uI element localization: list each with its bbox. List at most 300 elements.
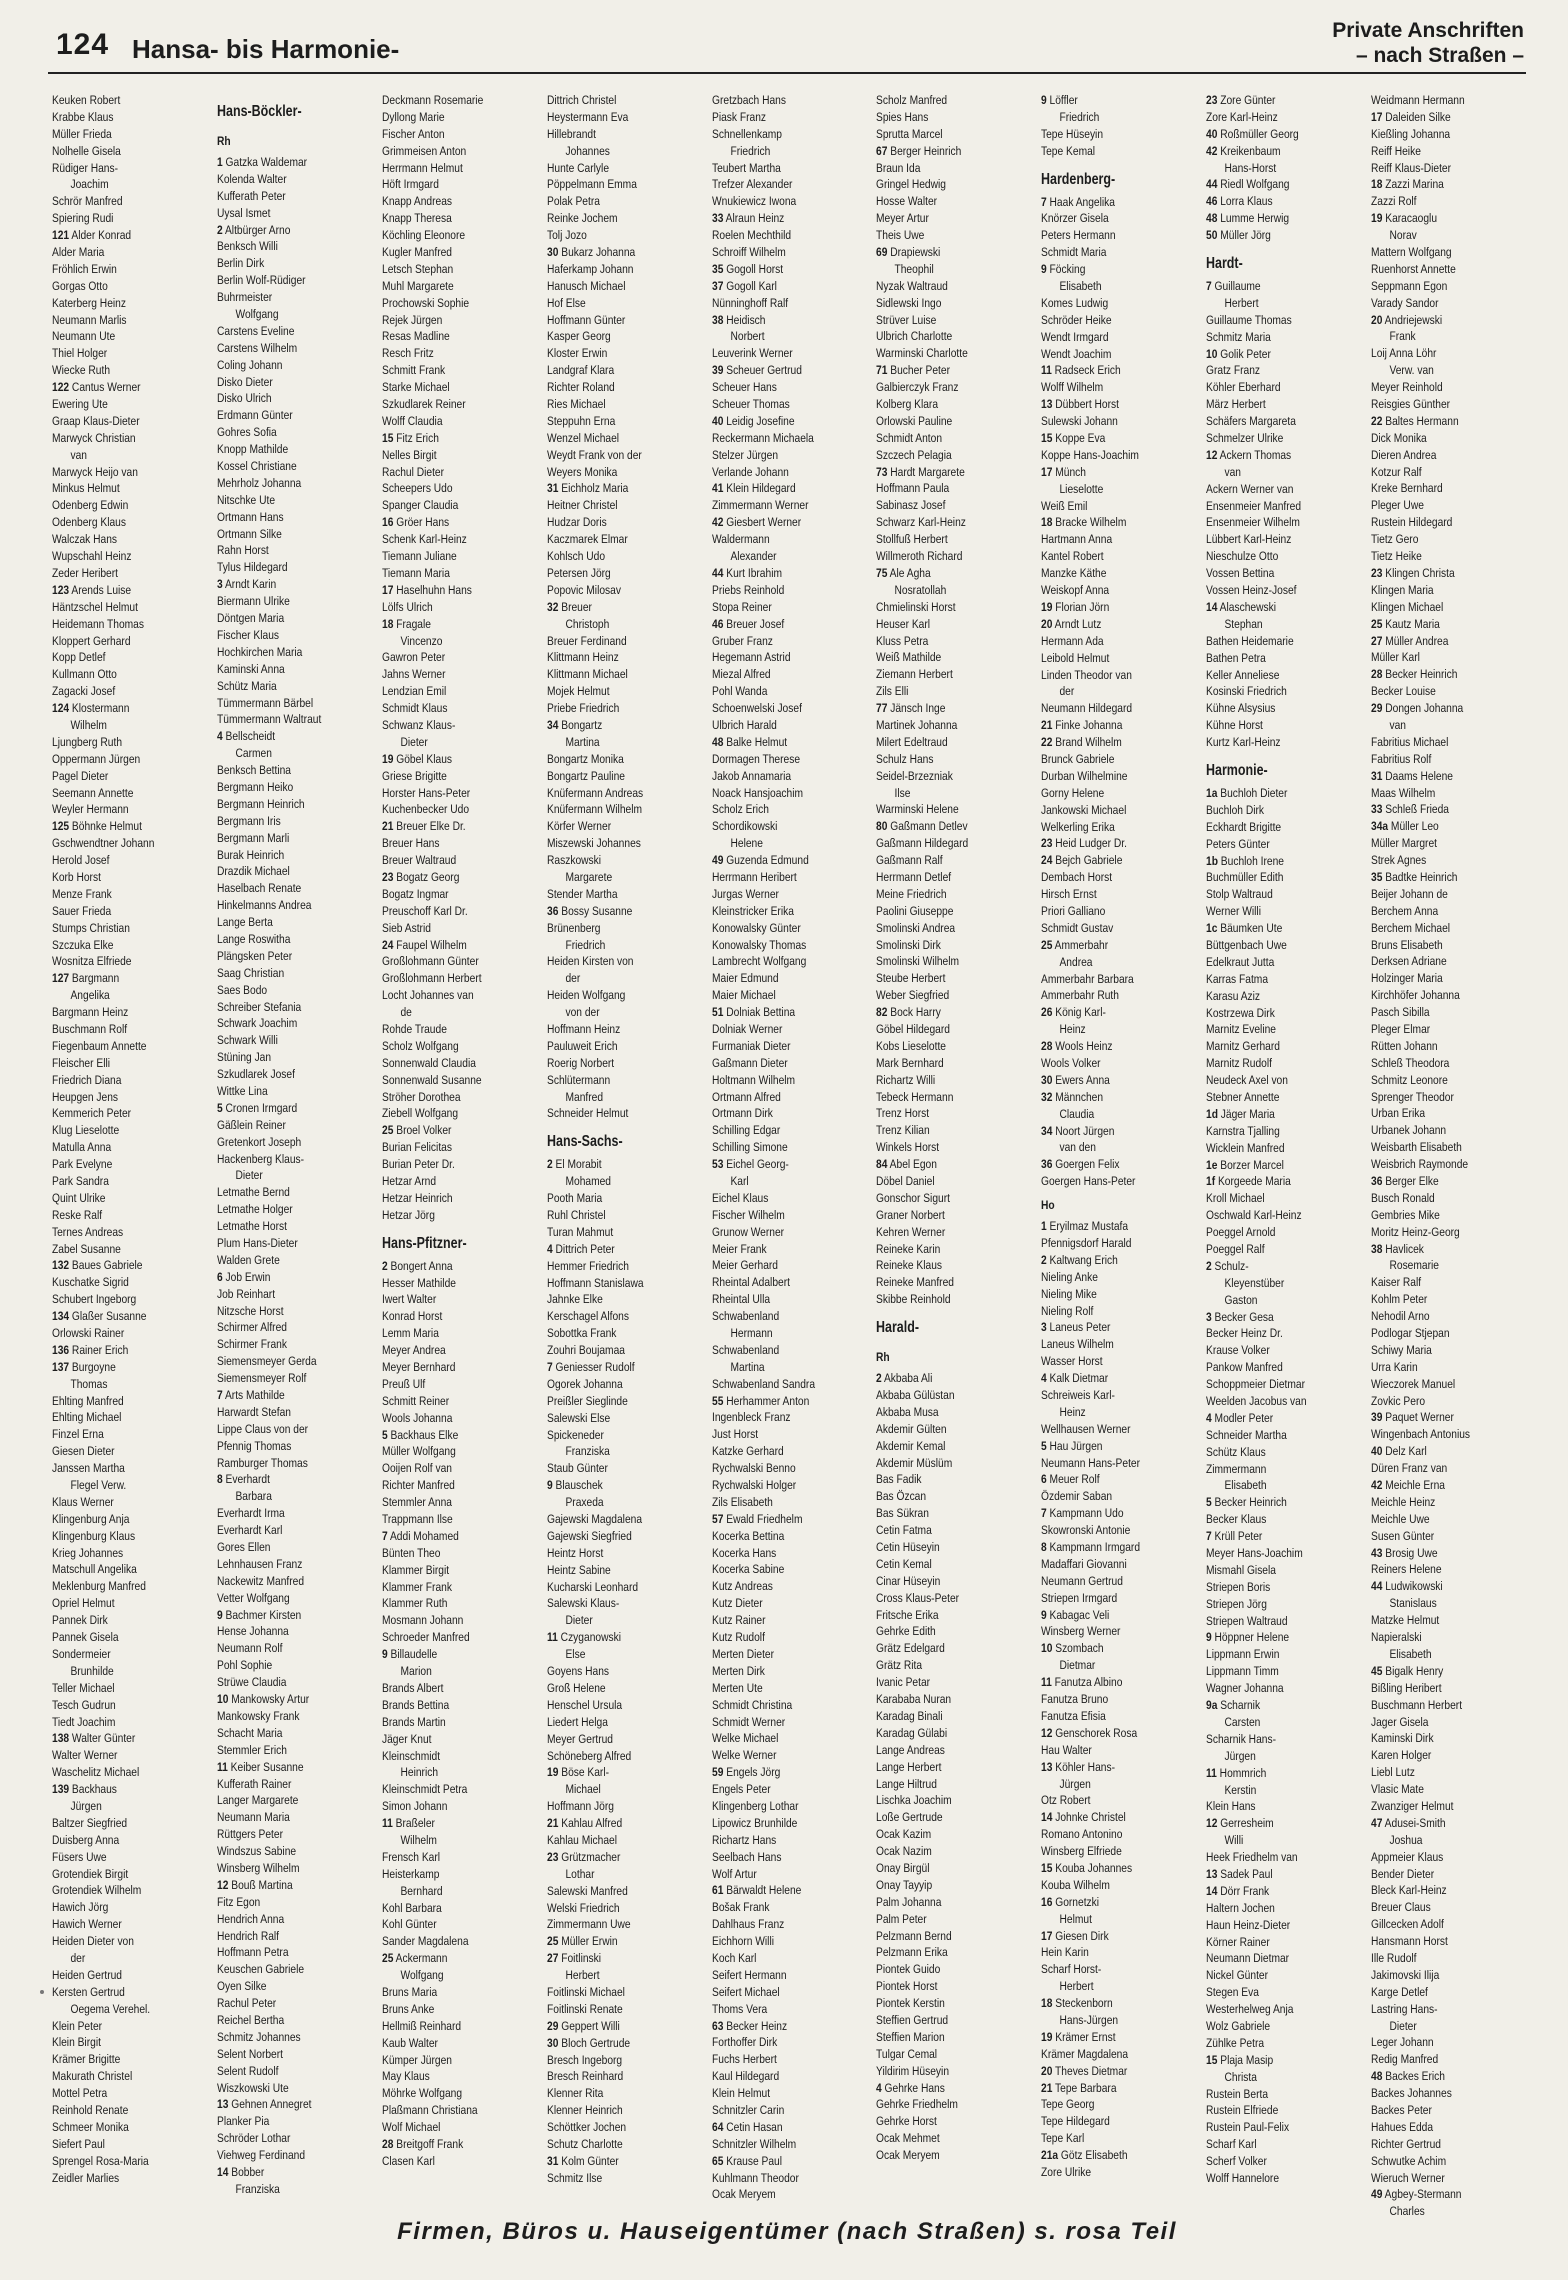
- resident-entry: 7 Krüll Peter: [1206, 1529, 1263, 1544]
- resident-entry: Mosmann Johann: [381, 1613, 464, 1628]
- resident-entry: Carstens Wilhelm: [216, 340, 298, 355]
- resident-entry: 10 Golik Peter: [1206, 346, 1272, 361]
- resident-entry: Neumann Marlis: [52, 312, 127, 327]
- house-number: 21: [381, 819, 394, 834]
- resident-entry: Teller Michael: [52, 1680, 115, 1695]
- resident-entry: 19 Krämer Ernst: [1041, 2029, 1116, 2044]
- resident-entry: Bošak Frank: [711, 1900, 770, 1915]
- resident-entry: 9 Bachmer Kirsten: [216, 1607, 302, 1622]
- resident-entry: Buchmüller Edith: [1206, 870, 1284, 885]
- resident-entry: Ooijen Rolf van: [381, 1461, 452, 1476]
- resident-entry: Deckmann Rosemarie: [381, 93, 484, 107]
- resident-entry: Ewering Ute: [52, 397, 108, 412]
- resident-entry: 2 El Morabit: [546, 1157, 602, 1172]
- resident-entry: Maas Wilhelm: [1371, 785, 1436, 800]
- resident-entry: Bogatz Ingmar: [381, 886, 449, 901]
- entry-continuation: Lieselotte: [1059, 481, 1104, 496]
- resident-entry: Welkerling Erika: [1041, 819, 1116, 834]
- house-number: 71: [876, 363, 888, 378]
- resident-entry: Kasper Georg: [546, 329, 611, 344]
- entry-continuation: Heinrich: [400, 1765, 438, 1780]
- resident-entry: 41 Klein Hildegard: [711, 481, 796, 496]
- resident-entry: Großlohmann Herbert: [381, 971, 482, 986]
- resident-entry: Klaus Werner: [52, 1494, 114, 1509]
- resident-entry: Heystermann Eva: [546, 109, 629, 124]
- resident-entry: 30 Bloch Gertrude: [546, 2035, 630, 2050]
- resident-entry: Zeidler Marlies: [52, 2170, 120, 2185]
- resident-entry: Marnitz Rudolf: [1206, 1056, 1273, 1071]
- house-number: 2: [1041, 1252, 1048, 1267]
- resident-entry: 1 Gatzka Waldemar: [216, 155, 307, 169]
- house-number: 4: [546, 1241, 553, 1256]
- house-number: 9: [381, 1647, 388, 1662]
- resident-entry: Haltern Jochen: [1206, 1900, 1276, 1915]
- resident-entry: Brands Bettina: [381, 1697, 449, 1712]
- resident-entry: Breuer Hans: [381, 836, 440, 851]
- entry-continuation: Friedrich: [565, 937, 605, 952]
- house-number: 41: [711, 481, 723, 496]
- resident-entry: Großlohmann Günter: [381, 954, 479, 969]
- resident-entry: Hawich Jörg: [52, 1900, 109, 1915]
- house-number: 7: [1041, 194, 1048, 209]
- resident-entry: Klug Lieselotte: [52, 1123, 120, 1138]
- resident-entry: Palm Johanna: [876, 1894, 942, 1909]
- entry-continuation: Theophil: [894, 261, 935, 276]
- house-number: 55: [711, 1393, 723, 1408]
- resident-entry: Bresch Ingeborg: [546, 2052, 622, 2067]
- resident-entry: Werner Willi: [1206, 904, 1262, 919]
- section-title-line2: – nach Straßen –: [1355, 44, 1524, 67]
- resident-entry: Kloppert Gerhard: [52, 633, 131, 648]
- resident-entry: 48 Lumme Herwig: [1206, 211, 1290, 226]
- resident-entry: Goyens Hans: [546, 1664, 609, 1679]
- resident-entry: Warminski Charlotte: [876, 346, 969, 361]
- house-number: 1a: [1206, 785, 1218, 800]
- resident-entry: 5 Backhaus Elke: [381, 1427, 459, 1442]
- house-number: 73: [876, 464, 888, 479]
- resident-entry: Brunck Gabriele: [1041, 751, 1115, 766]
- resident-entry: Körner Rainer: [1206, 1934, 1270, 1949]
- house-number: 38: [1371, 1241, 1383, 1256]
- resident-entry: 40 Leidig Josefine: [711, 413, 795, 428]
- resident-entry: Nitschke Ute: [216, 492, 275, 507]
- house-number: 20: [1371, 312, 1383, 327]
- resident-entry: Zimmermann Uwe: [546, 1917, 631, 1932]
- resident-entry: Stemmler Anna: [381, 1495, 452, 1510]
- house-number: 32: [546, 599, 559, 614]
- resident-entry: Jahnke Elke: [546, 1292, 603, 1307]
- resident-entry: 33 Alraun Heinz: [711, 211, 784, 226]
- resident-entry: 42 Giesbert Werner: [711, 515, 801, 530]
- resident-entry: Müller Frieda: [52, 126, 112, 141]
- resident-entry: 7 Guillaume: [1206, 279, 1261, 294]
- resident-entry: Kemmerich Peter: [52, 1106, 132, 1121]
- resident-entry: Nünninghoff Ralf: [711, 295, 788, 310]
- resident-entry: 32 Breuer: [546, 599, 592, 614]
- resident-entry: Fischer Anton: [381, 126, 445, 141]
- resident-entry: Verlande Johann: [711, 464, 789, 479]
- resident-entry: Bargmann Heinz: [52, 1005, 129, 1020]
- resident-entry: 23 Bogatz Georg: [381, 869, 460, 884]
- entry-continuation: Praxeda: [565, 1495, 604, 1510]
- resident-entry: Schmidt Anton: [876, 430, 943, 445]
- resident-entry: Holzinger Maria: [1371, 971, 1443, 986]
- resident-entry: Komes Ludwig: [1041, 295, 1109, 310]
- resident-entry: Gores Ellen: [216, 1540, 271, 1555]
- resident-entry: Eichel Klaus: [711, 1190, 768, 1205]
- resident-entry: Letsch Stephan: [381, 261, 453, 276]
- resident-entry: 9 Billaudelle: [381, 1647, 437, 1662]
- resident-entry: Wicklein Manfred: [1206, 1140, 1285, 1155]
- resident-entry: Keuken Robert: [52, 93, 121, 107]
- resident-entry: Schiwy Maria: [1371, 1342, 1432, 1357]
- resident-entry: Richartz Hans: [711, 1832, 776, 1847]
- entry-continuation: de: [400, 1005, 412, 1020]
- resident-entry: Rohde Traude: [381, 1021, 447, 1036]
- resident-entry: Ortmann Dirk: [711, 1106, 773, 1121]
- resident-entry: Schütz Maria: [216, 678, 277, 693]
- resident-entry: Ziemann Herbert: [876, 667, 954, 682]
- resident-entry: Job Reinhart: [216, 1286, 275, 1301]
- house-number: 15: [1041, 431, 1053, 446]
- resident-entry: Akdemir Gülten: [876, 1421, 947, 1436]
- resident-entry: Göbel Hildegard: [876, 1021, 951, 1036]
- resident-entry: Kouba Wilhelm: [1041, 1877, 1111, 1892]
- resident-entry: 13 Sadek Paul: [1206, 1866, 1273, 1881]
- resident-entry: Makurath Christel: [52, 2069, 133, 2084]
- resident-entry: Busch Ronald: [1371, 1190, 1435, 1205]
- resident-entry: 21 Kahlau Alfred: [546, 1816, 622, 1831]
- resident-entry: Plaßmann Christiana: [381, 2103, 478, 2118]
- resident-entry: 22 Baltes Hermann: [1371, 413, 1459, 428]
- resident-entry: Sprenger Theodor: [1371, 1089, 1455, 1104]
- house-number: 24: [381, 937, 394, 952]
- house-number: 5: [216, 1100, 223, 1115]
- resident-entry: 2 Akbaba Ali: [876, 1371, 933, 1386]
- resident-entry: Scholz Wolfgang: [381, 1038, 459, 1053]
- resident-entry: Steppuhn Erna: [546, 413, 615, 428]
- house-number: 23: [1206, 93, 1218, 107]
- resident-entry: Pfennigsdorf Harald: [1041, 1236, 1132, 1250]
- resident-entry: 64 Cetin Hasan: [711, 2119, 783, 2134]
- resident-entry: 42 Meichle Erna: [1371, 1478, 1446, 1493]
- house-number: 1d: [1206, 1106, 1219, 1121]
- resident-entry: Warminski Helene: [876, 802, 960, 817]
- entry-continuation: van: [1389, 717, 1407, 732]
- resident-entry: 44 Ludwikowski: [1371, 1579, 1443, 1594]
- resident-entry: Matschull Angelika: [52, 1562, 137, 1577]
- resident-entry: Strüver Luise: [876, 312, 937, 327]
- resident-entry: Nieling Mike: [1041, 1286, 1098, 1301]
- directory-columns: [52, 92, 1526, 2219]
- resident-entry: Urra Karin: [1371, 1359, 1418, 1374]
- resident-entry: Schmitz Maria: [1206, 329, 1272, 344]
- resident-entry: Reisgies Günther: [1371, 397, 1451, 412]
- house-number: 14: [1206, 599, 1218, 614]
- house-number: 39: [711, 363, 723, 378]
- house-number: 11: [1041, 1675, 1053, 1690]
- entry-continuation: Ilse: [894, 785, 911, 800]
- house-number: 63: [711, 2018, 723, 2033]
- resident-entry: 17 Münch: [1041, 464, 1087, 479]
- house-number: 32: [1041, 1089, 1053, 1104]
- resident-entry: Jahns Werner: [381, 667, 446, 682]
- resident-entry: 55 Herhammer Anton: [711, 1393, 809, 1408]
- resident-entry: Wenzel Michael: [546, 430, 619, 445]
- resident-entry: Disko Ulrich: [216, 391, 272, 406]
- resident-entry: Susen Günter: [1371, 1528, 1435, 1543]
- resident-entry: 28 Wools Heinz: [1041, 1039, 1113, 1054]
- resident-entry: Ocak Meryem: [711, 2187, 776, 2202]
- resident-entry: Keuschen Gabriele: [216, 1962, 304, 1977]
- resident-entry: Westerhelweg Anja: [1206, 2002, 1294, 2017]
- resident-entry: 31 Eichholz Maria: [546, 481, 629, 496]
- resident-entry: Kocerka Bettina: [711, 1528, 784, 1543]
- resident-entry: Zagacki Josef: [52, 684, 116, 699]
- resident-entry: Kaczmarek Elmar: [546, 532, 628, 547]
- resident-entry: Klenner Rita: [546, 2086, 604, 2101]
- resident-entry: 136 Rainer Erich: [52, 1342, 129, 1357]
- resident-entry: 11 Braßeler: [381, 1816, 435, 1831]
- directory-column: [876, 92, 1031, 2220]
- entry-continuation: Joshua: [1389, 1832, 1423, 1847]
- resident-entry: Steffien Gertrud: [876, 2012, 949, 2027]
- resident-entry: Lange Roswitha: [216, 931, 291, 946]
- house-number: 125: [52, 819, 70, 834]
- resident-entry: 4 Dittrich Peter: [546, 1241, 615, 1256]
- resident-entry: Poeggel Ralf: [1206, 1242, 1265, 1256]
- resident-entry: Mottel Petra: [52, 2086, 108, 2101]
- resident-entry: Schwarz Karl-Heinz: [876, 515, 967, 530]
- section-title: [1332, 18, 1524, 68]
- resident-entry: Kuschatke Sigrid: [52, 1275, 129, 1290]
- resident-entry: Piontek Horst: [876, 1979, 938, 1994]
- resident-entry: Neumann Hans-Peter: [1041, 1455, 1141, 1470]
- resident-entry: Bergmann Marli: [216, 830, 290, 845]
- resident-entry: Oschwald Karl-Heinz: [1206, 1208, 1302, 1223]
- resident-entry: Sauer Frieda: [52, 903, 112, 918]
- resident-entry: Miezal Alfred: [711, 667, 771, 682]
- resident-entry: Siemensmeyer Rolf: [216, 1371, 307, 1386]
- resident-entry: Stegen Eva: [1206, 1985, 1260, 2000]
- house-number: 9a: [1206, 1698, 1218, 1713]
- resident-entry: Herrmann Heribert: [711, 869, 797, 884]
- resident-entry: Horster Hans-Peter: [381, 785, 470, 800]
- house-number: 2: [546, 1157, 553, 1172]
- entry-continuation: Willi: [1224, 1833, 1244, 1848]
- resident-entry: Karnstra Tjalling: [1206, 1123, 1281, 1138]
- entry-continuation: Thomas: [70, 1376, 108, 1391]
- resident-entry: Cetin Fatma: [876, 1523, 933, 1538]
- resident-entry: Maier Michael: [711, 988, 776, 1003]
- house-number: 44: [1206, 177, 1218, 192]
- resident-entry: 4 Modler Peter: [1206, 1410, 1274, 1425]
- resident-entry: Strek Agnes: [1371, 853, 1427, 868]
- house-number: 13: [1041, 397, 1053, 412]
- house-number: 12: [216, 1877, 229, 1892]
- resident-entry: Stollfuß Herbert: [876, 532, 949, 547]
- entry-continuation: Norav: [1389, 228, 1417, 243]
- entry-continuation: Kleyenstüber: [1224, 1275, 1285, 1290]
- resident-entry: 37 Gogoll Karl: [711, 278, 777, 293]
- resident-entry: Wieruch Werner: [1371, 2170, 1445, 2185]
- house-number: 23: [546, 1849, 559, 1864]
- house-number: 23: [381, 869, 394, 884]
- resident-entry: Scheuer Hans: [711, 380, 777, 395]
- resident-entry: Seemann Annette: [52, 785, 134, 800]
- resident-entry: Skowronski Antonie: [1041, 1523, 1131, 1538]
- resident-entry: Mojek Helmut: [546, 684, 610, 699]
- resident-entry: Scharf Karl: [1206, 2137, 1257, 2152]
- resident-entry: Schwutke Achim: [1371, 2153, 1447, 2168]
- resident-entry: May Klaus: [381, 2069, 430, 2084]
- house-number: 33: [711, 211, 723, 226]
- directory-column: [1041, 92, 1196, 2220]
- house-number: 21: [546, 1816, 559, 1831]
- resident-entry: 18 Steckenborn: [1041, 1996, 1114, 2011]
- resident-entry: 28 Becker Heinrich: [1371, 667, 1458, 682]
- entry-continuation: Christoph: [565, 616, 609, 631]
- resident-entry: Klammer Ruth: [381, 1596, 448, 1611]
- entry-continuation: Flegel Verw.: [70, 1478, 127, 1493]
- resident-entry: Schäfers Margareta: [1206, 414, 1297, 429]
- resident-entry: Prochowski Sophie: [381, 295, 469, 310]
- resident-entry: Grätz Edelgard: [876, 1641, 946, 1656]
- resident-entry: Tümmermann Waltraut: [216, 712, 322, 727]
- resident-entry: Szczech Pelagia: [876, 447, 953, 462]
- resident-entry: Klingenberg Lothar: [711, 1798, 799, 1813]
- area-code: Ho: [1041, 1198, 1055, 1213]
- resident-entry: 34a Müller Leo: [1371, 819, 1439, 834]
- resident-entry: Dieren Andrea: [1371, 447, 1437, 462]
- resident-entry: Ruhl Christel: [546, 1208, 606, 1222]
- house-number: 14: [1041, 1810, 1053, 1825]
- house-number: 12: [1206, 1816, 1218, 1831]
- resident-entry: Zovkic Pero: [1371, 1393, 1426, 1408]
- resident-entry: Onay Birgül: [876, 1860, 930, 1875]
- entry-continuation: Stephan: [1224, 616, 1263, 631]
- page-header: [48, 0, 1526, 74]
- resident-entry: 63 Becker Heinz: [711, 2018, 787, 2033]
- resident-entry: Bender Dieter: [1371, 1866, 1435, 1881]
- house-number: 28: [381, 2136, 394, 2151]
- resident-entry: Kahlau Michael: [546, 1832, 617, 1847]
- house-number: 31: [546, 481, 559, 496]
- house-number: 25: [381, 1951, 394, 1966]
- resident-entry: Strüwe Claudia: [216, 1675, 287, 1690]
- entry-continuation: Heinz: [1059, 1022, 1086, 1037]
- house-number: 36: [1041, 1157, 1053, 1172]
- resident-entry: Knüfermann Wilhelm: [546, 802, 642, 817]
- resident-entry: Ocak Meryem: [876, 2148, 941, 2163]
- resident-entry: Mismahl Gisela: [1206, 1562, 1277, 1577]
- resident-entry: Brands Martin: [381, 1714, 446, 1729]
- resident-entry: Resas Madline: [381, 329, 450, 344]
- resident-entry: Becker Klaus: [1206, 1512, 1267, 1527]
- house-number: 2: [216, 222, 223, 237]
- house-number: 9: [1206, 1630, 1212, 1645]
- resident-entry: Kießling Johanna: [1371, 126, 1451, 141]
- entry-continuation: Franziska: [565, 1444, 610, 1459]
- resident-entry: Steffien Marion: [876, 2029, 946, 2044]
- resident-entry: Janssen Martha: [52, 1461, 125, 1476]
- resident-entry: 17 Giesen Dirk: [1041, 1928, 1110, 1943]
- resident-entry: Ulbrich Harald: [711, 717, 777, 732]
- resident-entry: Biermann Ulrike: [216, 594, 290, 609]
- resident-entry: Ivanic Petar: [876, 1675, 931, 1690]
- house-number: 44: [1371, 1579, 1383, 1594]
- resident-entry: Heupgen Jens: [52, 1089, 119, 1104]
- entry-continuation: Friedrich: [730, 143, 770, 158]
- house-number: 20: [1041, 616, 1053, 631]
- house-number: 6: [1041, 1472, 1048, 1487]
- resident-entry: 20 Andriejewski: [1371, 312, 1443, 327]
- resident-entry: Coling Johann: [216, 357, 283, 372]
- house-number: 9: [1041, 93, 1048, 107]
- resident-entry: Füsers Uwe: [52, 1849, 107, 1864]
- resident-entry: Schmitt Reiner: [381, 1393, 449, 1408]
- resident-entry: Graap Klaus-Dieter: [52, 413, 140, 428]
- resident-entry: Hoffmann Günter: [546, 312, 625, 327]
- resident-entry: Langer Margarete: [216, 1793, 299, 1808]
- resident-entry: Marwyck Heijo van: [52, 464, 138, 479]
- resident-entry: Kopp Detlef: [52, 650, 106, 665]
- resident-entry: 46 Breuer Josef: [711, 616, 784, 631]
- resident-entry: Hinkelmanns Andrea: [216, 898, 312, 913]
- resident-entry: Köchling Eleonore: [381, 228, 465, 243]
- house-number: 26: [1041, 1005, 1053, 1020]
- entry-continuation: Angelika: [70, 988, 110, 1003]
- resident-entry: Vlasic Mate: [1371, 1782, 1425, 1797]
- resident-entry: Hellmiß Reinhard: [381, 2018, 461, 2033]
- entry-continuation: Martina: [730, 1359, 765, 1374]
- resident-entry: Burian Felicitas: [381, 1140, 452, 1155]
- resident-entry: Kantel Robert: [1041, 549, 1104, 564]
- house-number: 25: [381, 1123, 394, 1138]
- resident-entry: Jager Gisela: [1371, 1714, 1429, 1729]
- resident-entry: Schröder Lothar: [216, 2131, 291, 2146]
- house-number: 18: [1371, 177, 1383, 192]
- resident-entry: Zazzi Rolf: [1371, 194, 1417, 209]
- resident-entry: Holtmann Wilhelm: [711, 1072, 795, 1087]
- resident-entry: Durban Wilhelmine: [1041, 768, 1128, 783]
- resident-entry: Karadag Binali: [876, 1708, 944, 1723]
- resident-entry: Krause Volker: [1206, 1343, 1270, 1358]
- resident-entry: Martinek Johanna: [876, 717, 958, 732]
- resident-entry: Loße Gertrude: [876, 1810, 944, 1825]
- resident-entry: Akdemir Müslüm: [876, 1455, 953, 1470]
- resident-entry: 23 Grützmacher: [546, 1849, 621, 1864]
- resident-entry: Scheepers Udo: [381, 481, 453, 496]
- resident-entry: Podlogar Stjepan: [1371, 1326, 1450, 1341]
- resident-entry: Heidemann Thomas: [52, 616, 145, 631]
- resident-entry: Kühne Horst: [1206, 718, 1264, 733]
- resident-entry: Kohlm Peter: [1371, 1292, 1428, 1307]
- resident-entry: Herrmann Helmut: [381, 160, 463, 175]
- resident-entry: Starke Michael: [381, 380, 450, 395]
- resident-entry: Bleck Karl-Heinz: [1371, 1883, 1447, 1898]
- resident-entry: Weiß Emil: [1041, 498, 1088, 513]
- entry-continuation: Helene: [730, 836, 763, 851]
- resident-entry: Akbaba Gülüstan: [876, 1388, 955, 1403]
- house-number: 25: [1041, 937, 1053, 952]
- resident-entry: Lendzian Emil: [381, 684, 447, 699]
- resident-entry: Fabritius Rolf: [1371, 751, 1432, 766]
- resident-entry: Selent Rudolf: [216, 2063, 279, 2078]
- resident-entry: Neumann Maria: [216, 1810, 290, 1825]
- resident-entry: Richter Gertrud: [1371, 2136, 1442, 2151]
- resident-entry: Wools Johanna: [381, 1410, 453, 1425]
